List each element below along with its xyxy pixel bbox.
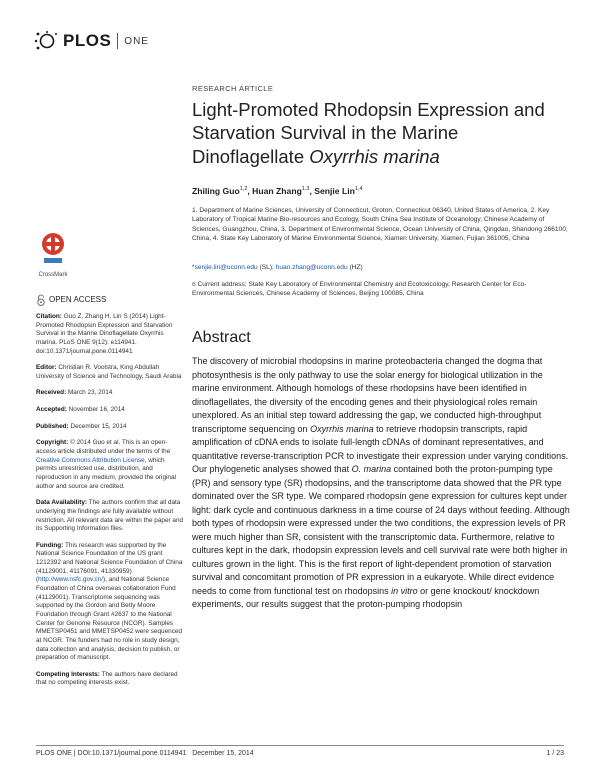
open-lock-icon — [36, 294, 46, 306]
received-date: March 23, 2014 — [66, 389, 113, 397]
competing-interests-block — [36, 671, 184, 688]
title-line-1: Light-Promoted Rhodopsin Expression and — [192, 99, 545, 120]
data-availability-label: Data Availability: — [36, 499, 88, 507]
affiliations: 1. Department of Marine Sciences, University of Connecticut, Groton, Connecticut 06340, United States of America, 2. Key Laboratory of Tropical Marine Bio-resources and Ecology, South China Sea Institute of Oceanology, Chinese Academy of Sciences, Guangzhou, China, 3. Department of Environmental Science, Ocean University of China, Qingdao, Shandong 266100, China, 4. State Key Laboratory of Marine Environmental Science, Xiamen University, Xiamen, Fujian 361005, China — [192, 207, 568, 243]
competing-interests-text: The authors have declared that no competing interests exist. — [36, 670, 178, 687]
current-address-marker: ¤ — [192, 281, 198, 288]
license-link[interactable]: Creative Commons Attribution License — [36, 456, 145, 464]
copyright-text-end: , which permits unrestricted use, distribution, and reproduction in any medium, provided the original author and source are credited. — [36, 456, 176, 490]
title-line-3: Dinoflagellate — [192, 145, 310, 167]
plos-one-logo — [34, 30, 149, 52]
author-separator: , — [247, 186, 253, 196]
abstract-part: The discovery of microbial rhodopsins in marine proteobacteria changed the dogma that photosynthesis is the only pathway to use the solar energy for biological utilization in the marine environment. Although homologs of these rhodopsins have been identified in dinoflagellates, the diversity of the encoding genes and their physiological roles remain unexplored. As an initial step toward addressing the gap, we conducted high-throughput transcriptome sequencing on — [192, 356, 543, 434]
published-label: Published: — [36, 422, 69, 430]
footer-divider — [36, 745, 564, 746]
footer-doi[interactable]: DOI:10.1371/journal.pone.0114941 — [77, 750, 187, 757]
email-link-sl[interactable]: senjie.lin@uconn.edu — [194, 264, 258, 271]
editor-block — [36, 364, 184, 381]
competing-interests-label: Competing Interests: — [36, 670, 100, 678]
plos-logo-icon — [34, 30, 60, 52]
citation-label: Citation: — [36, 313, 62, 320]
crossmark-label: CrossMark — [38, 272, 68, 278]
editor-label: Editor: — [36, 364, 57, 372]
logo-plos-text: PLOS — [63, 31, 112, 50]
author-affiliation-marker: 1,3 — [301, 186, 310, 193]
data-availability-block — [36, 499, 184, 534]
article-type: RESEARCH ARTICLE — [192, 84, 274, 93]
footer-separator: | — [71, 750, 78, 757]
accepted-label: Accepted: — [36, 406, 67, 414]
funding-label: Funding: — [36, 541, 64, 549]
received-label: Received: — [36, 389, 67, 397]
funding-block — [36, 542, 184, 663]
open-access-badge — [36, 294, 184, 306]
copyright-text: © 2014 Guo et al. This is an open-access article distributed under the terms of the — [36, 439, 171, 456]
funding-link[interactable]: http://www.nsfc.gov.cn/ — [38, 576, 104, 584]
page-number: 1 / 23 — [546, 750, 564, 757]
current-address-text: Current address: State Key Laboratory of Environmental Chemistry and Ecotoxicology, Research Center for Eco-Environmental Sciences, Chinese Academy of Sciences, Beijing 100085, China — [192, 281, 527, 298]
open-access-label: OPEN ACCESS — [49, 294, 107, 304]
funding-text-end: ), and National Science Foundation of China overseas collaboration Fund (41129001). Transcriptome sequencing was supported by the Gordon and Betty Moore Foundation through Grant #2637 to the National Center for Genome Resource (NCGR). Samples MMETSP0451 and MMETSP0452 were sequenced at NCGR. The funders had no role in study design, data collection and analysis, decision to publish, or preparation of manuscript. — [36, 576, 182, 662]
author-separator: , — [309, 186, 315, 196]
crossmark-icon — [40, 232, 66, 266]
published-block — [36, 423, 184, 432]
email-marker: * — [192, 264, 195, 271]
accepted-block — [36, 406, 184, 415]
author-affiliation-marker: 1,2 — [239, 186, 248, 193]
email-initials-hz: (HZ) — [347, 264, 363, 271]
received-block — [36, 389, 184, 398]
editor-text: Christian R. Voolstra, King Abdullah University of Science and Technology, Saudi Arabia — [36, 364, 182, 380]
logo-divider — [117, 33, 118, 49]
article-title — [192, 98, 572, 168]
author-name[interactable]: Huan Zhang — [252, 186, 302, 196]
current-address — [192, 280, 568, 299]
abstract-heading: Abstract — [192, 329, 251, 346]
title-species: Oxyrrhis marina — [309, 145, 440, 167]
funding-text: This research was supported by the National Science Foundation of the US grant 1212392 and National Science Foundation of China (41129001, 41176091, 41330959) ( — [36, 541, 183, 584]
title-line-2: Starvation Survival in the Marine — [192, 122, 459, 144]
author-name[interactable]: Zhiling Guo — [192, 186, 240, 196]
abstract-part: or gene knockout/ knockdown experiments, our results suggest that the proton-pumping rhodopsin — [192, 585, 540, 609]
article-sidebar — [36, 294, 184, 696]
published-date: December 15, 2014 — [68, 422, 127, 430]
abstract-text — [192, 355, 570, 612]
crossmark-badge[interactable] — [36, 232, 70, 278]
page-footer — [36, 750, 254, 757]
author-affiliation-marker: 1,4 — [354, 186, 363, 193]
abstract-part: to retrieve rhodopsin transcripts, rapid amplification of cDNA ends to isolate full-length cDNAs of dominant representatives, and quantitative reverse-transcription PCR to investigate their expression under varying conditions. Our phylogenetic analyses showed that — [192, 423, 569, 474]
abstract-species: Oxyrrhis marina — [310, 423, 374, 434]
copyright-label: Copyright: — [36, 439, 69, 447]
author-name[interactable]: Senjie Lin — [314, 186, 355, 196]
footer-journal: PLOS ONE — [36, 750, 72, 757]
abstract-term: in vitro — [391, 585, 418, 596]
citation-block — [36, 313, 184, 356]
data-availability-text: The authors confirm that all data underlying the findings are fully available without restriction. All relevant data are within the paper and its Supporting Information files. — [36, 499, 184, 533]
accepted-date: November 16, 2014 — [66, 406, 125, 414]
corresponding-emails — [192, 264, 363, 271]
logo-journal-text: ONE — [124, 35, 149, 47]
email-initials-sl: (SL); — [257, 264, 276, 271]
author-list — [192, 186, 363, 196]
email-link-hz[interactable]: huan.zhang@uconn.edu — [275, 264, 348, 271]
citation-text: Guo Z, Zhang H, Lin S (2014) Light-Promoted Rhodopsin Expression and Starvation Survival in the Marine Dinoflagellate Oxyrrhis marina. PLoS ONE 9(12): e114941. doi:10.1371/journal.pone.0114941 — [36, 313, 173, 355]
footer-date: December 15, 2014 — [192, 750, 254, 757]
abstract-species: O. marina — [351, 464, 392, 474]
copyright-block — [36, 439, 184, 491]
abstract-part: contained both the proton-pumping type (PR) and sensory type (SR) rhodopsins, and the transcriptome data showed that the PR type dominated over the SR type. We compared rhodopsin gene expression for cultures kept under light: dark cycle and continuous darkness in a time course of 24 days without feeding. Although both types of rhodopsin were expressed under the two conditions, the expression levels of PR were much higher than SR, consistent with the transcriptomic data. Furthermore, relative to cultures kept in the dark, rhodopsin expression levels and cell survival rate were both higher in cultures grown in the light. This is the first report of light-dependent promotion of starvation survival and concomitant promotion of PR expression in a eukaryote. While direct evidence needs to come from functional test on rhodopsins — [192, 464, 570, 596]
